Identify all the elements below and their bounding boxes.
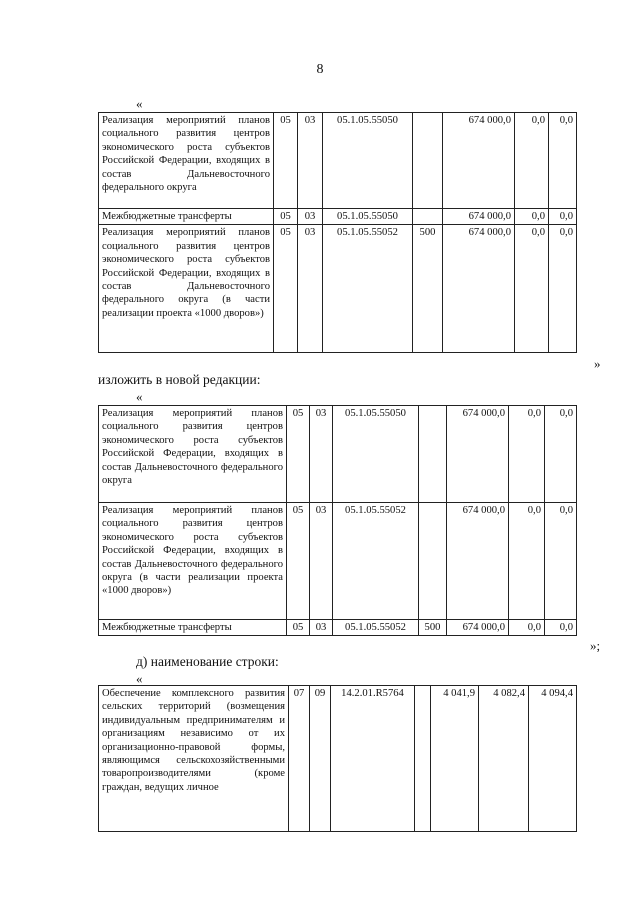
table-row <box>99 225 577 353</box>
row-value-1: 674 000,0 <box>447 620 509 636</box>
row-section: 05 <box>287 406 310 503</box>
row-name: Реализация мероприятий планов социального развития центров экономического роста субъектов Российской Федерации, входящих в состав Дальневосточного федерального округа <box>99 406 287 503</box>
row-value-2: 0,0 <box>515 225 549 353</box>
row-value-1: 674 000,0 <box>443 113 515 209</box>
row-code: 05.1.05.55052 <box>333 503 419 620</box>
table-row <box>99 209 577 225</box>
row-subsection: 03 <box>298 113 323 209</box>
row-value-3: 0,0 <box>549 113 577 209</box>
open-quote: « <box>136 389 143 404</box>
row-section: 05 <box>287 620 310 636</box>
row-value-1: 674 000,0 <box>447 406 509 503</box>
new-edition-text: изложить в новой редакции: <box>98 372 261 387</box>
row-type <box>413 209 443 225</box>
row-section: 05 <box>274 113 298 209</box>
row-subsection: 03 <box>298 209 323 225</box>
table-after <box>98 405 577 636</box>
row-value-2: 0,0 <box>515 113 549 209</box>
row-name: Обеспечение комплексного развития сельских территорий (возмещения индивидуальным предпринимателям и организациям независимо от их организационно-правовой формы, являющимся сельскохозяйственными товаропроизводителями (кроме граждан, ведущих личное <box>99 686 289 832</box>
row-code: 05.1.05.55050 <box>323 209 413 225</box>
row-value-3: 0,0 <box>545 503 577 620</box>
row-type <box>415 686 431 832</box>
section-d-text: д) наименование строки: <box>136 654 279 669</box>
row-value-2: 4 082,4 <box>479 686 529 832</box>
row-code: 05.1.05.55050 <box>323 113 413 209</box>
table-row <box>99 503 577 620</box>
row-code: 05.1.05.55052 <box>323 225 413 353</box>
row-value-1: 674 000,0 <box>443 209 515 225</box>
row-value-3: 0,0 <box>545 406 577 503</box>
row-value-3: 4 094,4 <box>529 686 577 832</box>
row-code: 05.1.05.55052 <box>333 620 419 636</box>
row-subsection: 03 <box>310 620 333 636</box>
table-row <box>99 113 577 209</box>
row-value-2: 0,0 <box>509 503 545 620</box>
row-subsection: 03 <box>298 225 323 353</box>
table-row <box>99 620 577 636</box>
table-row <box>99 686 577 832</box>
row-section: 07 <box>289 686 310 832</box>
row-value-1: 674 000,0 <box>443 225 515 353</box>
row-value-2: 0,0 <box>509 620 545 636</box>
row-name: Реализация мероприятий планов социального развития центров экономического роста субъектов Российской Федерации, входящих в состав Дальневосточного федерального округа (в части реализации проекта «1000 дворов») <box>99 503 287 620</box>
row-section: 05 <box>274 209 298 225</box>
row-type <box>419 503 447 620</box>
row-subsection: 03 <box>310 503 333 620</box>
row-code: 14.2.01.R5764 <box>331 686 415 832</box>
open-quote: « <box>136 96 143 111</box>
row-name: Межбюджетные трансферты <box>99 209 274 225</box>
row-subsection: 03 <box>310 406 333 503</box>
row-type <box>413 113 443 209</box>
row-value-3: 0,0 <box>549 209 577 225</box>
table-row <box>99 406 577 503</box>
row-value-1: 4 041,9 <box>431 686 479 832</box>
row-type: 500 <box>419 620 447 636</box>
close-quote-semicolon: »; <box>590 638 601 653</box>
row-value-2: 0,0 <box>515 209 549 225</box>
table-before <box>98 112 577 353</box>
row-name: Реализация мероприятий планов социального развития центров экономического роста субъектов Российской Федерации, входящих в состав Дальневосточного федерального округа (в части реализации проекта «1000 дворов») <box>99 225 274 353</box>
row-value-2: 0,0 <box>509 406 545 503</box>
close-quote: » <box>594 356 601 371</box>
row-type: 500 <box>413 225 443 353</box>
table-d <box>98 685 577 832</box>
row-subsection: 09 <box>310 686 331 832</box>
row-value-1: 674 000,0 <box>447 503 509 620</box>
row-value-3: 0,0 <box>545 620 577 636</box>
row-section: 05 <box>274 225 298 353</box>
row-type <box>419 406 447 503</box>
row-code: 05.1.05.55050 <box>333 406 419 503</box>
row-value-3: 0,0 <box>549 225 577 353</box>
row-name: Реализация мероприятий планов социального развития центров экономического роста субъектов Российской Федерации, входящих в состав Дальневосточного федерального округа <box>99 113 274 209</box>
row-section: 05 <box>287 503 310 620</box>
page-number: 8 <box>316 62 324 77</box>
open-quote: « <box>136 671 143 686</box>
row-name: Межбюджетные трансферты <box>99 620 287 636</box>
